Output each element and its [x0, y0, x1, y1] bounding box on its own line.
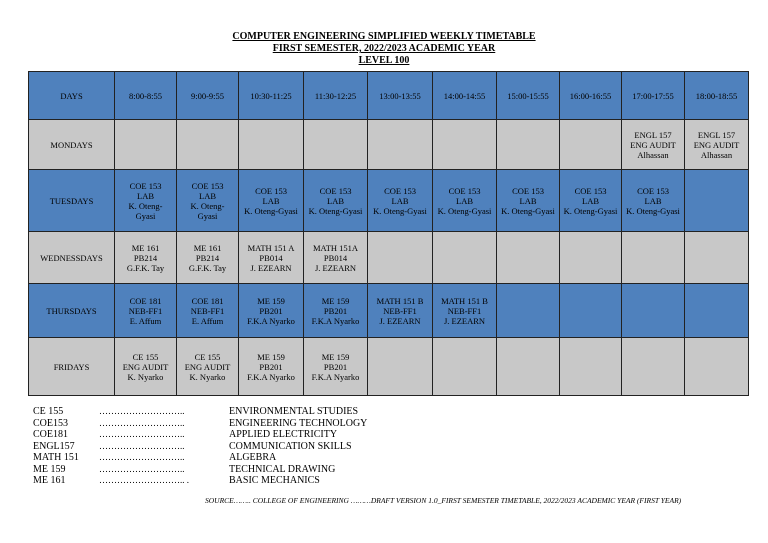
session-detail-line: MATH 151 B [441, 295, 488, 306]
empty-slot-cell [685, 338, 749, 396]
session-detail-line: Alhassan [700, 149, 733, 160]
timetable-title [0, 31, 768, 67]
session-detail-line: ENGL 157 [697, 129, 736, 140]
legend-course-code: ENGL157 [33, 440, 75, 452]
time-slot-header: 8:00-8:55 [115, 72, 177, 120]
empty-slot-cell [560, 338, 622, 396]
session-detail-line: COE 153 [191, 180, 224, 191]
day-row [29, 170, 749, 232]
class-session-cell [115, 284, 177, 338]
session-detail-line: J. EZEARN [250, 262, 292, 273]
empty-slot-cell [497, 232, 560, 284]
class-session-cell [433, 170, 497, 232]
session-detail-line: PB201 [259, 305, 283, 316]
session-detail-line: ENG AUDIT [630, 139, 676, 150]
class-session-cell [433, 284, 497, 338]
class-session-cell [177, 232, 239, 284]
legend-course-code: MATH 151 [33, 452, 79, 463]
day-row [29, 232, 749, 284]
empty-slot-cell [622, 284, 685, 338]
session-detail-line: ME 159 [321, 351, 350, 362]
session-detail-line: NEB-FF1 [190, 305, 225, 316]
day-label: WEDNESSDAYS [29, 232, 115, 284]
session-detail-line: G.F.K. Tay [126, 262, 165, 273]
class-session-cell [304, 170, 368, 232]
session-detail-line: F.K.A Nyarko [247, 371, 295, 382]
session-detail-line: PB014 [323, 252, 348, 263]
session-detail-line: E. Affum [129, 315, 162, 326]
session-detail-line: LAB [644, 195, 662, 206]
legend-course-name: ALGEBRA [229, 452, 277, 463]
class-session-cell [622, 120, 685, 170]
empty-slot-cell [497, 284, 560, 338]
session-detail-line: LAB [456, 195, 473, 206]
empty-slot-cell [560, 284, 622, 338]
timetable-grid [28, 71, 749, 396]
class-session-cell [497, 170, 560, 232]
empty-slot-cell [368, 120, 433, 170]
empty-slot-cell [433, 232, 497, 284]
session-detail-line: K. Oteng-Gyasi [308, 205, 363, 216]
day-row [29, 284, 749, 338]
session-detail-line: PB014 [259, 252, 283, 263]
legend-course-code: ME 161 [33, 475, 66, 486]
session-detail-line: K. Nyarko [189, 371, 226, 382]
session-detail-line: F.K.A Nyarko [247, 315, 295, 326]
time-slot-header: 11:30-12:25 [304, 72, 368, 120]
session-detail-line: Alhassan [637, 149, 669, 160]
legend-leader-dots: ……………………….. [99, 440, 185, 451]
day-label: THURSDAYS [29, 284, 115, 338]
empty-slot-cell [685, 170, 749, 232]
empty-slot-cell [497, 120, 560, 170]
legend-course-name: TECHNICAL DRAWING [229, 463, 336, 475]
legend-course-name: APPLIED ELECTRICITY [229, 429, 338, 440]
source-note: SOURCE…….. COLLEGE OF ENGINEERING ………DRAFT VERSION 1.0_FIRST SEMESTER TIMETABLE, 2022/2023 ACADEMIC YEAR (FIRST YEAR) [205, 496, 682, 505]
title-line-3: LEVEL 100 [358, 55, 410, 66]
session-detail-line: COE 153 [448, 185, 481, 196]
session-detail-line: F.K.A Nyarko [311, 315, 360, 326]
empty-slot-cell [497, 338, 560, 396]
session-detail-line: ME 159 [321, 295, 350, 306]
title-line-2: FIRST SEMESTER, 2022/2023 ACADEMIC YEAR [272, 43, 496, 54]
session-detail-line: ME 159 [257, 295, 285, 306]
header-row [29, 72, 749, 120]
session-detail-line: COE 153 [384, 185, 416, 196]
empty-slot-cell [304, 120, 368, 170]
session-detail-line: MATH 151 B [376, 295, 424, 306]
class-session-cell [115, 170, 177, 232]
legend-leader-dots: ……………………….. [99, 417, 185, 428]
session-detail-line: K. Oteng-Gyasi [373, 205, 427, 216]
day-row [29, 338, 749, 396]
session-detail-line: COE 153 [574, 185, 607, 196]
session-detail-line: ENG AUDIT [122, 361, 169, 372]
day-label: MONDAYS [29, 120, 115, 170]
session-detail-line: G.F.K. Tay [188, 262, 227, 273]
session-detail-line: K. Oteng-Gyasi [437, 205, 492, 216]
class-session-cell [239, 232, 304, 284]
class-session-cell [177, 170, 239, 232]
session-detail-line: NEB-FF1 [447, 305, 482, 316]
empty-slot-cell [685, 284, 749, 338]
session-detail-line: ME 161 [193, 242, 222, 253]
legend-course-name: COMMUNICATION SKILLS [229, 440, 352, 452]
legend-leader-dots: ……………………….. . [99, 475, 189, 485]
title-line-1: COMPUTER ENGINEERING SIMPLIFIED WEEKLY TIMETABLE [232, 31, 536, 42]
session-detail-line: NEB-FF1 [128, 305, 163, 316]
session-detail-line: PB201 [323, 305, 348, 316]
session-detail-line: K. Oteng-Gyasi [626, 205, 680, 216]
time-slot-header: 10:30-11:25 [239, 72, 304, 120]
session-detail-line: ENGL 157 [634, 129, 672, 140]
class-session-cell [685, 120, 749, 170]
session-detail-line: NEB-FF1 [383, 305, 417, 316]
time-slot-header: 13:00-13:55 [368, 72, 433, 120]
session-detail-line: LAB [391, 195, 409, 206]
session-detail-line: LAB [137, 190, 154, 201]
class-session-cell [622, 170, 685, 232]
legend-course-name: BASIC MECHANICS [229, 475, 320, 486]
session-detail-line: LAB [199, 190, 216, 201]
day-label: TUESDAYS [29, 170, 115, 232]
session-detail-line: K. Oteng- [190, 200, 225, 211]
empty-slot-cell [622, 338, 685, 396]
empty-slot-cell [368, 232, 433, 284]
empty-slot-cell [433, 338, 497, 396]
time-slot-header: 17:00-17:55 [622, 72, 685, 120]
session-detail-line: COE 153 [512, 185, 544, 196]
session-detail-line: COE 153 [255, 185, 287, 196]
session-detail-line: PB201 [259, 361, 283, 372]
class-session-cell [239, 170, 304, 232]
session-detail-line: ENG AUDIT [693, 139, 740, 150]
legend-leader-dots: ……………………….. [99, 406, 185, 416]
session-detail-line: CE 155 [132, 351, 159, 362]
legend-leader-dots: ……………………….. [99, 463, 185, 474]
empty-slot-cell [368, 338, 433, 396]
time-slot-header: 18:00-18:55 [685, 72, 749, 120]
session-detail-line: CE 155 [194, 351, 221, 362]
legend-course-code: ME 159 [33, 463, 66, 475]
session-detail-line: LAB [262, 195, 280, 206]
session-detail-line: K. Oteng-Gyasi [244, 205, 298, 216]
class-session-cell [368, 170, 433, 232]
empty-slot-cell [433, 120, 497, 170]
session-detail-line: J. EZEARN [443, 315, 486, 326]
session-detail-line: E. Affum [191, 315, 224, 326]
session-detail-line: Gyasi [197, 210, 218, 221]
empty-slot-cell [177, 120, 239, 170]
session-detail-line: LAB [582, 195, 599, 206]
session-detail-line: MATH 151 A [247, 242, 295, 253]
empty-slot-cell [560, 232, 622, 284]
class-session-cell [239, 284, 304, 338]
session-detail-line: PB201 [323, 361, 348, 372]
class-session-cell [304, 232, 368, 284]
session-detail-line: J. EZEARN [379, 315, 421, 326]
session-detail-line: K. Oteng-Gyasi [501, 205, 555, 216]
legend-leader-dots: ……………………….. [99, 452, 185, 462]
empty-slot-cell [560, 120, 622, 170]
session-detail-line: ENG AUDIT [184, 361, 231, 372]
day-row [29, 120, 749, 170]
empty-slot-cell [685, 232, 749, 284]
session-detail-line: COE 181 [191, 295, 224, 306]
legend-course-name: ENVIRONMENTAL STUDIES [229, 406, 359, 417]
session-detail-line: COE 181 [129, 295, 162, 306]
class-session-cell [304, 338, 368, 396]
session-detail-line: ME 159 [257, 351, 285, 362]
session-detail-line: F.K.A Nyarko [311, 371, 360, 382]
class-session-cell [115, 232, 177, 284]
session-detail-line: LAB [327, 195, 344, 206]
time-slot-header: 9:00-9:55 [177, 72, 239, 120]
session-detail-line: LAB [519, 195, 537, 206]
class-session-cell [304, 284, 368, 338]
class-session-cell [368, 284, 433, 338]
session-detail-line: K. Nyarko [127, 371, 164, 382]
time-slot-header: 14:00-14:55 [433, 72, 497, 120]
session-detail-line: MATH 151A [312, 242, 359, 253]
time-slot-header: 16:00-16:55 [560, 72, 622, 120]
days-header-cell: DAYS [29, 72, 115, 120]
session-detail-line: K. Oteng-Gyasi [563, 205, 618, 216]
empty-slot-cell [239, 120, 304, 170]
empty-slot-cell [115, 120, 177, 170]
legend-leader-dots: ……………………….. [99, 429, 185, 439]
class-session-cell [239, 338, 304, 396]
session-detail-line: K. Oteng- [128, 200, 163, 211]
session-detail-line: ME 161 [131, 242, 160, 253]
class-session-cell [560, 170, 622, 232]
legend-course-code: COE181 [33, 429, 68, 440]
legend-course-code: COE153 [33, 417, 68, 429]
session-detail-line: PB214 [195, 252, 220, 263]
class-session-cell [177, 284, 239, 338]
session-detail-line: COE 153 [319, 185, 352, 196]
legend-course-name: ENGINEERING TECHNOLOGY [229, 417, 368, 429]
session-detail-line: J. EZEARN [314, 262, 357, 273]
time-slot-header: 15:00-15:55 [497, 72, 560, 120]
legend-course-code: CE 155 [33, 406, 64, 417]
class-session-cell [115, 338, 177, 396]
session-detail-line: Gyasi [135, 210, 156, 221]
day-label: FRIDAYS [29, 338, 115, 396]
session-detail-line: PB214 [133, 252, 158, 263]
class-session-cell [177, 338, 239, 396]
session-detail-line: COE 153 [637, 185, 669, 196]
session-detail-line: COE 153 [129, 180, 162, 191]
empty-slot-cell [622, 232, 685, 284]
